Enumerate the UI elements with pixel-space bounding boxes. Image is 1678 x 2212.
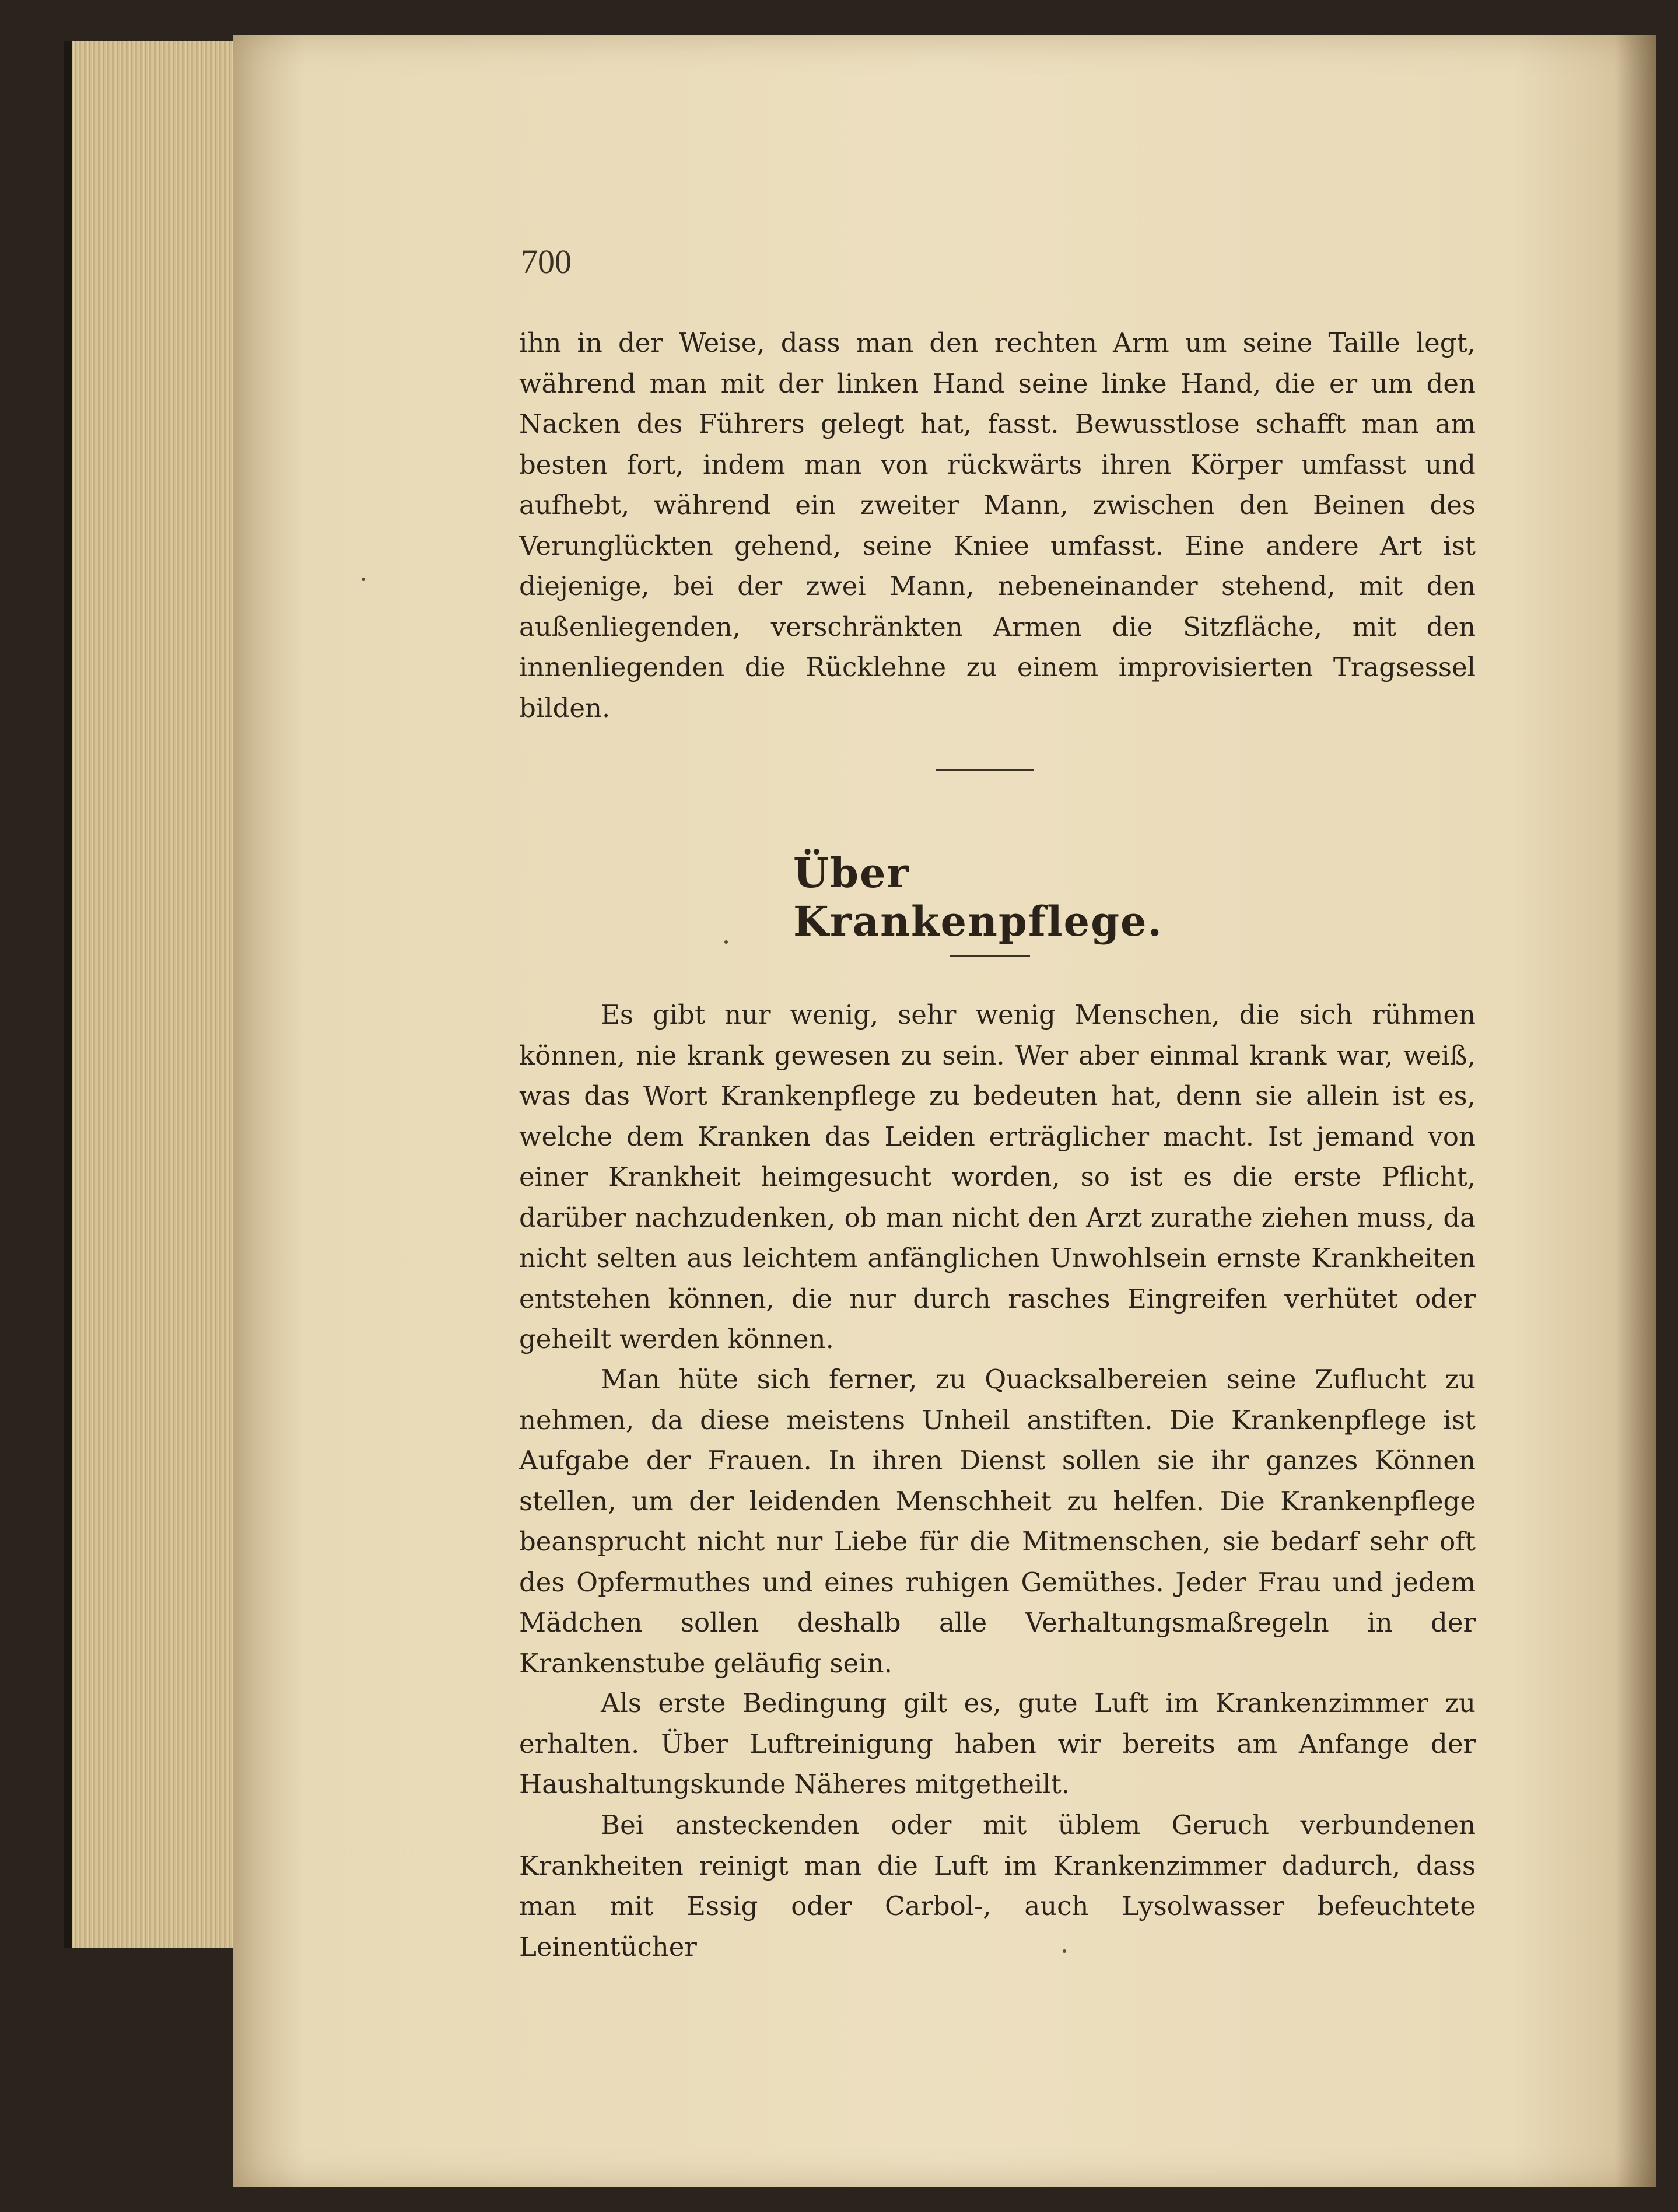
paragraph-continued: ihn in der Weise, dass man den rechten Arm um seine Taille legt, während man mit der linken Hand seine linke Hand, die er um den Nacken des Führers gelegt hat, fasst. Bewusstlose schafft man am besten fort, indem man von rückwärts ihren Körper umfasst und aufhebt, während ein zweiter Mann, zwischen den Beinen des Verunglückten gehend, seine Kniee umfasst. Eine andere Art ist diejenige, bei der zwei Mann, nebeneinander stehend, mit den außenliegenden, verschränkten Armen die Sitzfläche, mit den innenliegenden die Rücklehne zu einem improvisierten Tragsessel bilden. <box>519 327 1476 723</box>
page-number: 700 <box>521 243 572 281</box>
paragraph-quacksalbereien: Man hüte sich ferner, zu Quacksalbereien seine Zuflucht zu nehmen, da diese meistens Unheil anstiften. Die Krankenpflege ist Aufgabe der Frauen. In ihren Dienst sollen sie ihr ganzes Können stellen, um der leidenden Menschheit zu helfen. Die Krankenpflege beansprucht nicht nur Liebe für die Mitmenschen, sie bedarf sehr oft des Opfermuthes und eines ruhigen Gemüthes. Jeder Frau und jedem Mädchen sollen deshalb alle Verhaltungsmaßregeln in der Krankenstube geläufig sein. <box>519 1364 1476 1679</box>
section-divider-top <box>936 769 1034 771</box>
paper-speck <box>362 578 365 581</box>
paper-speck <box>724 940 728 944</box>
paragraph-ansteckende-krankheiten: Bei ansteckenden oder mit üblem Geruch verbundenen Krankheiten reinigt man die Luft im Krankenzimmer dadurch, dass man mit Essig oder Carbol-, auch Lysolwasser befeuchtete Leinentücher <box>519 1810 1476 1962</box>
paper-speck <box>1063 1950 1066 1953</box>
section-heading: Über Krankenpflege. <box>793 849 1163 946</box>
paragraph-gute-luft: Als erste Bedingung gilt es, gute Luft im Krankenzimmer zu erhalten. Über Luftreinigung haben wir bereits am Anfange der Haushaltungskunde Näheres mitgetheilt. <box>519 1688 1476 1800</box>
page-gutter-shadow <box>1616 35 1656 2188</box>
section-divider-bottom <box>950 956 1030 957</box>
book-page-edges <box>64 41 259 1948</box>
paragraph-intro: Es gibt nur wenig, sehr wenig Menschen, die sich rühmen können, nie krank gewesen zu sein. Wer aber einmal krank war, weiß, was das Wort Krankenpflege zu bedeuten hat, denn sie allein ist es, welche dem Kranken das Leiden erträglicher macht. Ist jemand von einer Krankheit heimgesucht worden, so ist es die erste Pflicht, darüber nachzudenken, ob man nicht den Arzt zurathe ziehen muss, da nicht selten aus leichtem anfänglichen Unwohlsein ernste Krankheiten entstehen können, die nur durch rasches Eingreifen verhütet oder geheilt werden können. <box>519 999 1476 1354</box>
